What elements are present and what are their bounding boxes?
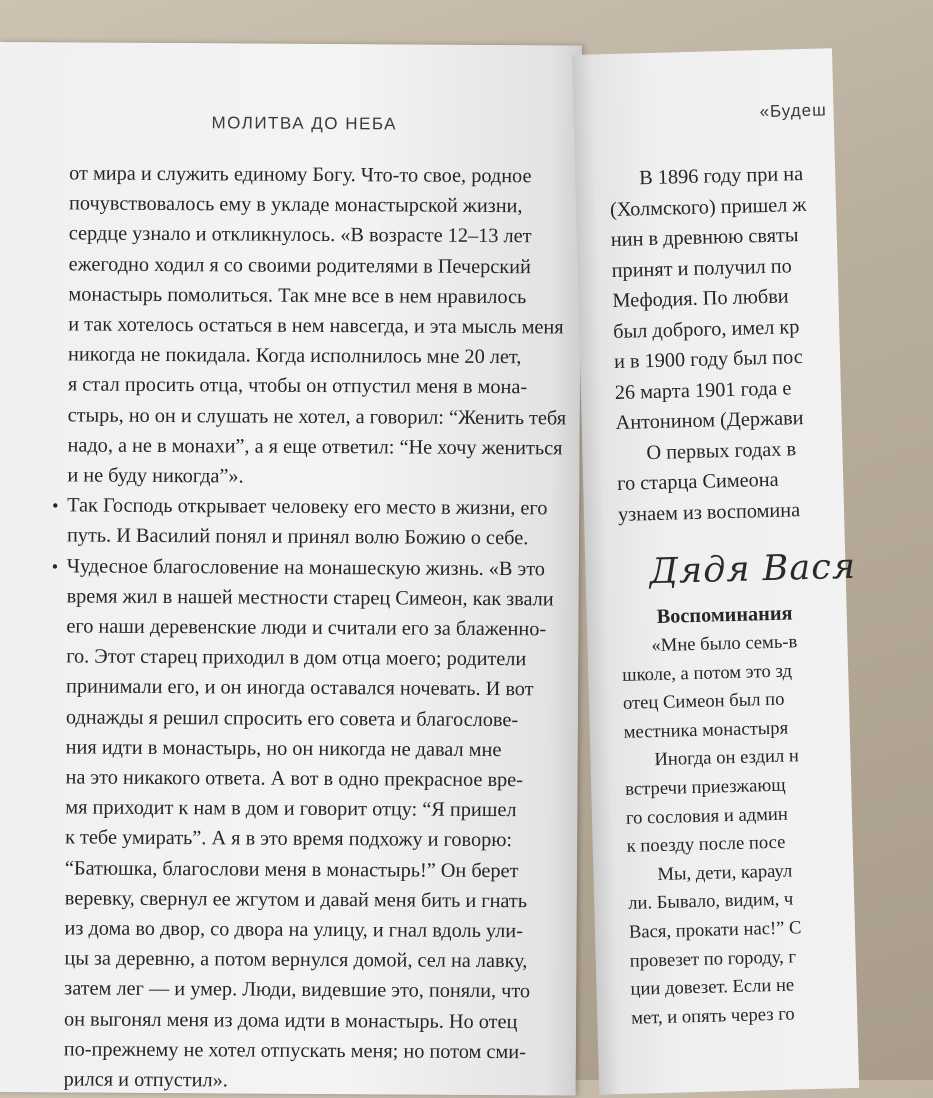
text-line: го сословия и админ: [625, 803, 789, 829]
text-line: веревку, свернул ее жгутом и давай меня бить и гнать: [64, 887, 528, 913]
text-line: Иногда он ездил н: [654, 745, 800, 771]
text-line: никогда не покидала. Когда исполнилось мне 20 лет,: [68, 343, 522, 369]
text-line: цы за деревню, а потом вернулся домой, сел на лавку,: [64, 947, 528, 973]
text-line: рился и отпустил».: [63, 1068, 228, 1092]
text-line: ли. Бывало, видим, ч: [627, 888, 794, 915]
text-line: я стал просить отца, чтобы он отпустил меня в мона-: [67, 373, 528, 399]
text-line: однажды я решил спросить его совета и благослове-: [65, 706, 519, 731]
text-line: на это никакого ответа. А вот в одно прекрасное вре-: [65, 766, 524, 792]
text-line: нин в древнюю святы: [610, 224, 799, 252]
text-line: ежегодно ходил я со своими родителями в Печерский: [68, 253, 531, 278]
text-line: В 1896 году при на: [638, 162, 804, 190]
text-line: 26 марта 1901 года е: [614, 376, 792, 404]
bullet-icon: •: [52, 495, 59, 516]
text-line: Антонином (Держави: [615, 407, 804, 434]
text-line: Мы, дети, караул: [657, 860, 793, 885]
text-line: стырь, но он и слушать не хотел, а говорил: “Женить тебя: [67, 404, 567, 430]
text-line: и так хотелось остаться в нем навсегда, и эта мысль меня: [68, 313, 564, 339]
text-line: путь. И Василий понял и принял волю Божию о себе.: [66, 524, 529, 550]
text-line: от мира и служить единому Богу. Что-то свое, родное: [69, 162, 532, 188]
text-line: го. Этот старец приходил в дом отца моего; родители: [66, 645, 527, 671]
text-line: к поезду после посе: [626, 831, 786, 857]
text-line: местника монастыря: [623, 717, 789, 743]
text-line: [52, 491, 563, 524]
right-book-page: [572, 48, 859, 1094]
text-line: О первых годах в: [646, 437, 797, 464]
running-head-left: МОЛИТВА ДО НЕБА: [211, 113, 398, 134]
text-line: мя приходит к нам в дом и говорит отцу: “Я пришел: [65, 796, 517, 822]
text-line: сердце узнало и откликнулось. «В возрасте 12–13 лет: [68, 222, 532, 248]
text-line: провезет по городу, г: [629, 945, 797, 972]
text-line: «Мне было семь-в: [651, 631, 798, 657]
text-line: Вася, прокати нас!” С: [628, 917, 802, 943]
text-line: затем лег — и умер. Люди, видевшие это, поняли, что: [64, 977, 531, 1003]
text-line: был доброго, имел кр: [612, 315, 800, 343]
text-line: принят и получил по: [611, 254, 793, 282]
text-line: [51, 551, 563, 584]
text-line: отец Симеон был по: [622, 688, 785, 715]
chapter-title: Дядя Вася: [649, 546, 857, 593]
text-line-content: Чудесное благословение на монашескую жизнь. «В это: [66, 555, 546, 580]
paragraph-1: [67, 158, 565, 493]
paragraph-2: [52, 491, 563, 554]
text-line: из дома во двор, со двора на улицу, и гнал вдоль ули-: [64, 917, 523, 943]
text-line: по-прежнему не хотел отпускать меня; но потом сми-: [63, 1038, 526, 1064]
paragraph-3: [51, 551, 563, 1098]
text-line: он выгонял меня из дома идти в монастырь. Но отец: [63, 1008, 518, 1033]
text-line: его наши деревенские люди и считали его за блаженно-: [66, 615, 547, 641]
text-line: узнаем из воспомина: [617, 498, 801, 526]
text-line: почувствовалось ему в укладе монастырской жизни,: [68, 192, 523, 218]
text-line: ции довезет. Если не: [630, 974, 795, 1000]
memoir-block: [621, 625, 931, 1033]
text-line-content: Так Господь открывает человеку его место в жизни, его: [67, 494, 548, 520]
text-line: время жил в нашей местности старец Симеон, как звали: [66, 585, 554, 611]
text-line: монастырь помолиться. Так мне все в нем нравилось: [68, 283, 527, 309]
bullet-icon: •: [51, 555, 59, 577]
text-line: Мефодия. По любви: [612, 285, 789, 313]
text-line: встречи приезжающ: [624, 774, 786, 800]
text-line: (Холмского) пришел ж: [609, 193, 807, 221]
text-line: и не буду никогда”».: [67, 464, 244, 488]
text-line: мет, и опять через го: [630, 1003, 795, 1029]
text-line: принимали его, и он иногда оставался ночевать. И вот: [65, 675, 534, 701]
right-page-text: [609, 156, 932, 1033]
text-line: к тебе умирать”. А я в это время подхожу и говорю:: [65, 826, 513, 852]
text-line: школе, а потом это зд: [621, 660, 793, 686]
text-line: го старца Симеона: [616, 468, 779, 495]
section-subhead: Воспоминания: [656, 601, 793, 628]
running-head-right: «Будеш: [759, 100, 827, 122]
text-line: и в 1900 году был пос: [613, 346, 804, 374]
text-line: надо, а не в монахи”, а я еще ответил: “Не хочу жениться: [67, 434, 563, 460]
text-line: ния идти в монастырь, но он никогда не давал мне: [65, 736, 502, 761]
left-page-text: [51, 158, 567, 1097]
left-book-page: [0, 42, 582, 1096]
text-line: “Батюшка, благослови меня в монастырь!” Он берет: [64, 857, 519, 882]
